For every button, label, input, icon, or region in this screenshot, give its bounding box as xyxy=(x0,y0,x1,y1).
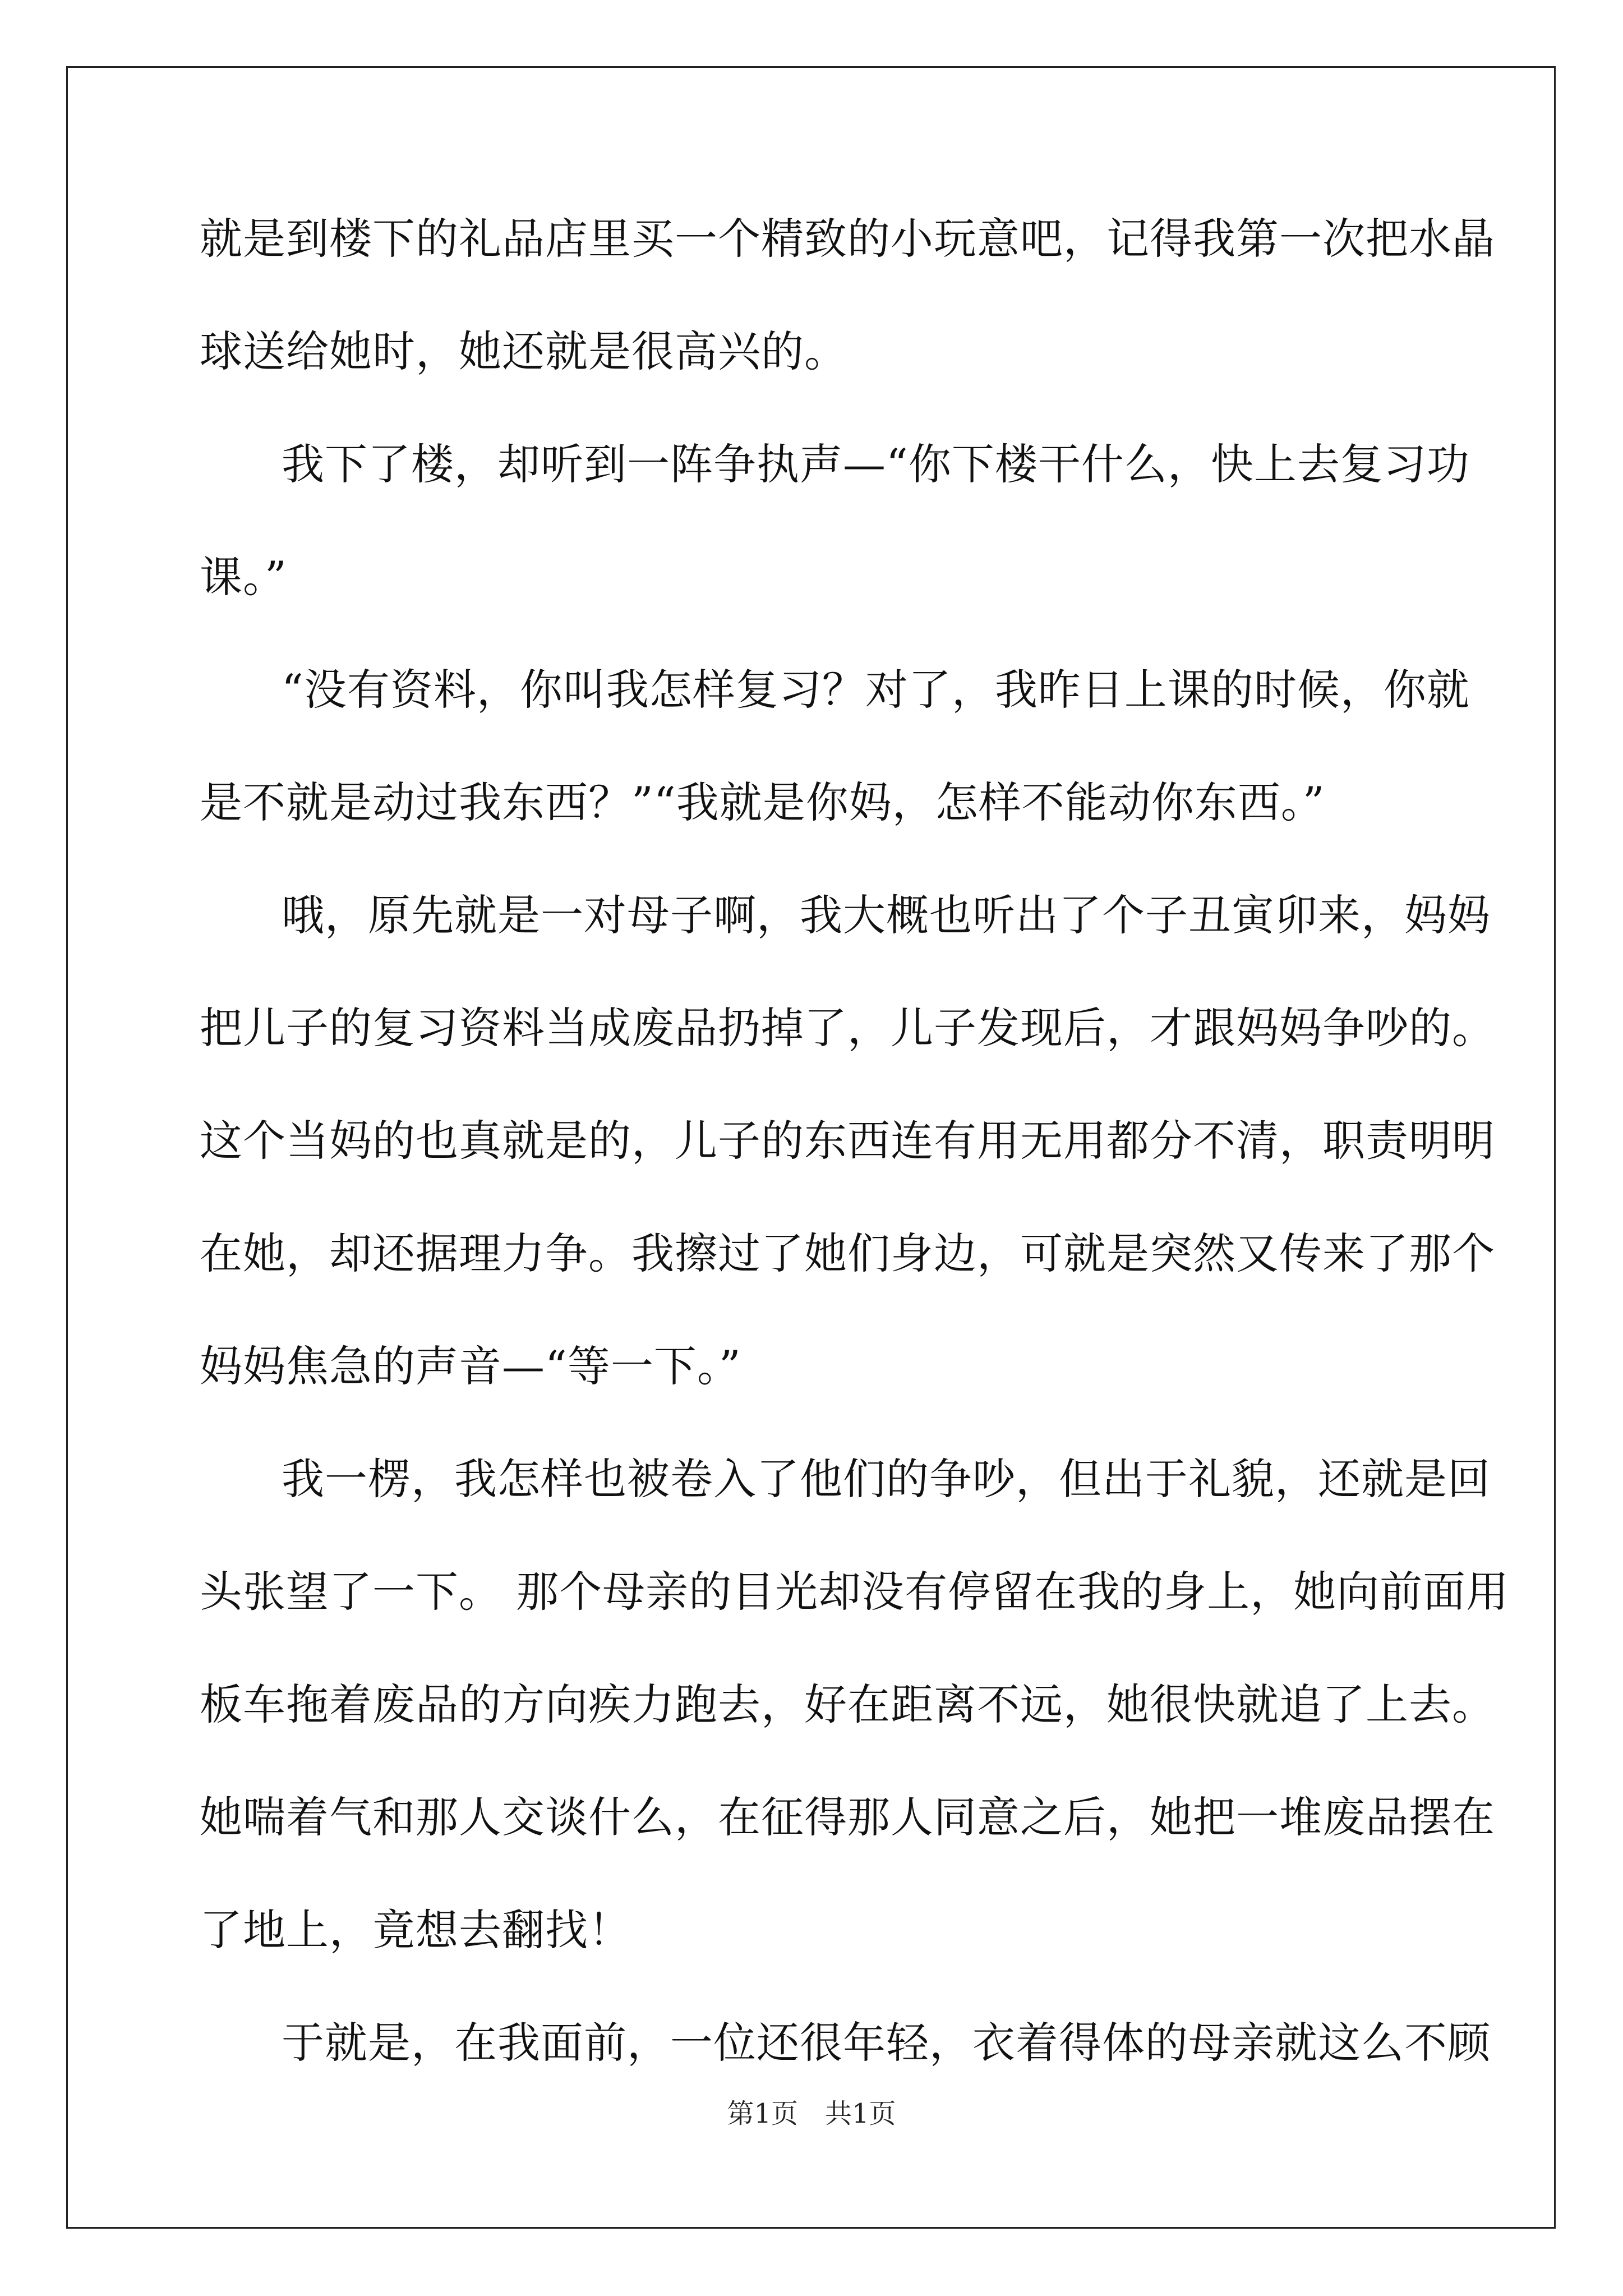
text-line: 把儿子的复习资料当成废品扔掉了，儿子发现后，才跟妈妈争吵的。 xyxy=(200,1003,1495,1053)
text-line: 是不就是动过我东西？”“我就是你妈，怎样不能动你东西。” xyxy=(200,777,1325,827)
text-line: 就是到楼下的礼品店里买一个精致的小玩意吧，记得我第一次把水晶 xyxy=(200,214,1495,264)
page-footer: 第1页 共1页 xyxy=(727,2098,896,2129)
text-line: 了地上，竟想去翻找！ xyxy=(200,1905,631,1955)
text-line: 板车拖着废品的方向疾力跑去，好在距离不远，她很快就追了上去。 xyxy=(200,1680,1495,1729)
text-line: 哦，原先就是一对母子啊，我大概也听出了个子丑寅卯来，妈妈 xyxy=(282,890,1491,940)
text-line: 她喘着气和那人交谈什么，在征得那人同意之后，她把一堆废品摆在 xyxy=(200,1792,1495,1842)
text-line: 头张望了一下。 那个母亲的目光却没有停留在我的身上，她向前面用 xyxy=(200,1567,1510,1617)
text-line: 在她，却还据理力争。我擦过了她们身边，可就是突然又传来了那个 xyxy=(200,1228,1495,1278)
text-line: 我下了楼，却听到一阵争执声—“你下楼干什么，快上去复习功 xyxy=(282,439,1470,489)
text-line: “没有资料，你叫我怎样复习？对了，我昨日上课的时候，你就 xyxy=(282,665,1470,715)
text-line: 我一楞，我怎样也被卷入了他们的争吵，但出于礼貌，还就是回 xyxy=(282,1454,1491,1504)
text-line: 这个当妈的也真就是的，儿子的东西连有用无用都分不清，职责明明 xyxy=(200,1116,1495,1166)
text-line: 球送给她时，她还就是很高兴的。 xyxy=(200,326,847,376)
text-line: 课。” xyxy=(200,552,287,602)
text-line: 于就是，在我面前，一位还很年轻，衣着得体的母亲就这么不顾 xyxy=(282,2018,1491,2068)
text-line: 妈妈焦急的声音—“等一下。” xyxy=(200,1341,741,1391)
